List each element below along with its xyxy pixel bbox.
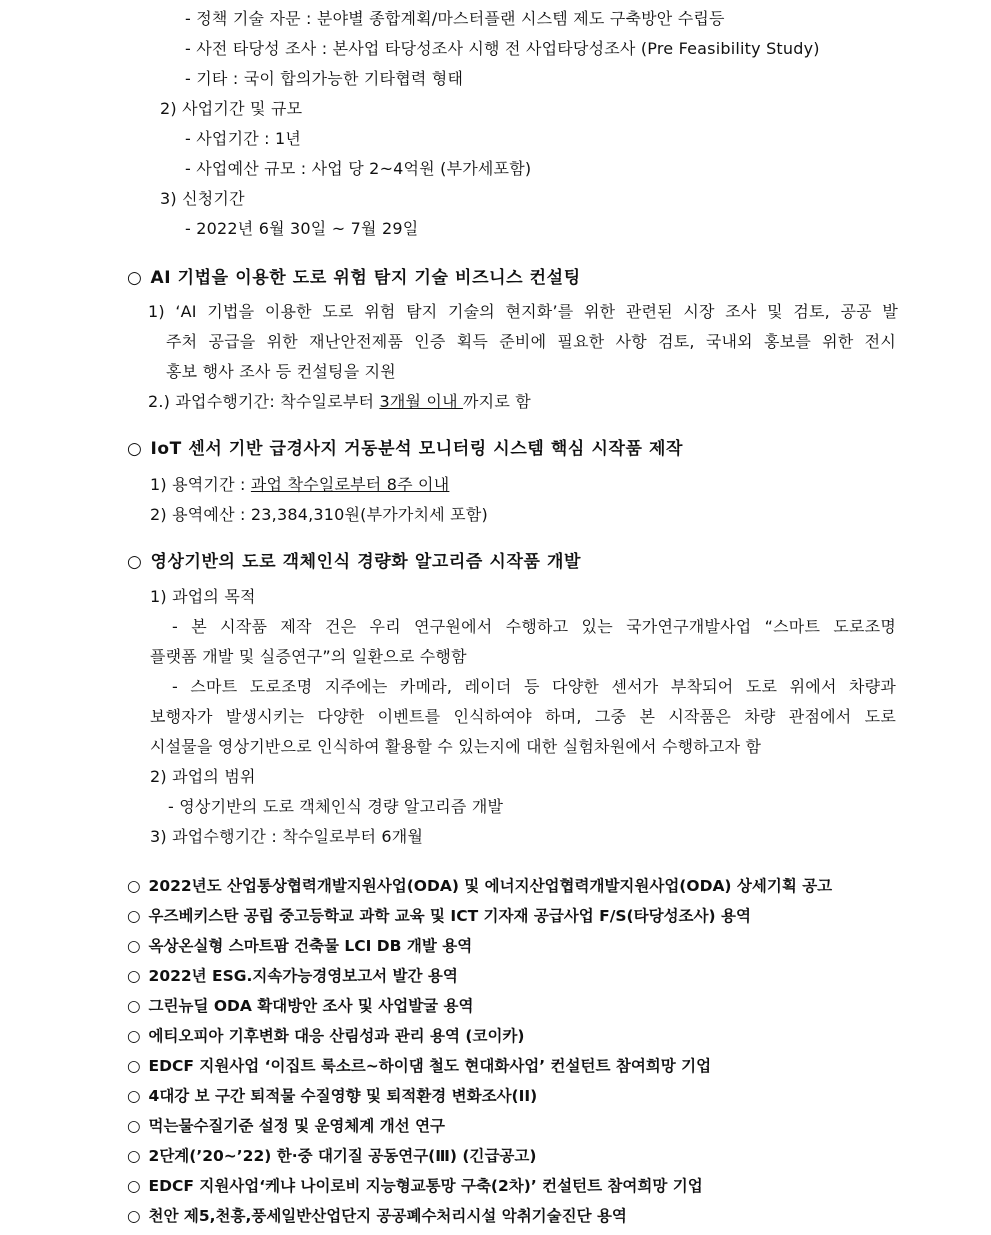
video-section-title-text: 영상기반의 도로 객체인식 경량화 알고리즘 시작품 개발 bbox=[150, 552, 582, 572]
circle-bullet-icon: ○ bbox=[127, 268, 143, 288]
ai-paragraph-line-1: 1) ‘AI 기법을 이용한 도로 위험 탐지 기술의 현지화’를 위한 관련된 시장 조사 및 검토, 공공 발 bbox=[148, 302, 898, 321]
circle-bullet-icon: ○ bbox=[127, 1057, 141, 1075]
pre-feasibility-item: - 사전 타당성 조사 : 본사업 타당성조사 시행 전 사업타당성조사 (Pre Feasibility Study) bbox=[185, 39, 820, 58]
policy-advice-item: - 정책 기술 자문 : 분야별 종합계획/마스터플랜 시스템 제도 구축방안 수립등 bbox=[185, 9, 725, 28]
other-item: - 기타 : 국이 합의가능한 기타협력 형태 bbox=[185, 69, 464, 88]
iot-section-title-text: IoT 센서 기반 급경사지 거동분석 모니터링 시스템 핵심 시작품 제작 bbox=[150, 439, 684, 459]
video-task-period: 3) 과업수행기간 : 착수일로부터 6개월 bbox=[150, 827, 424, 846]
video-section-title bbox=[127, 552, 581, 572]
list-item-label: 4대강 보 구간 퇴적물 수질영향 및 퇴적환경 변화조사(II) bbox=[148, 1087, 538, 1105]
list-item bbox=[127, 1176, 703, 1196]
iot-service-period-value: 과업 착수일로부터 8주 이내 bbox=[250, 475, 450, 494]
ai-paragraph-line-2: 주처 공급을 위한 재난안전제품 인증 획득 준비에 필요한 사항 검토, 국내외 홍보를 위한 전시 bbox=[166, 332, 896, 351]
iot-service-period-label: 1) 용역기간 : bbox=[150, 475, 251, 494]
list-item bbox=[127, 876, 832, 896]
application-period-heading: 3) 신청기간 bbox=[160, 189, 245, 208]
list-item-label: 우즈베키스탄 공립 중고등학교 과학 교육 및 ICT 기자재 공급사업 F/S(타당성조사) 용역 bbox=[148, 907, 751, 925]
circle-bullet-icon: ○ bbox=[127, 552, 143, 572]
video-purpose-line-5: 시설물을 영상기반으로 인식하여 활용할 수 있는지에 대한 실험차원에서 수행하고자 함 bbox=[150, 737, 762, 756]
video-purpose-heading: 1) 과업의 목적 bbox=[150, 587, 256, 606]
video-purpose-line-2: 플랫폼 개발 및 실증연구”의 일환으로 수행함 bbox=[150, 647, 467, 666]
ai-task-period bbox=[148, 392, 531, 412]
iot-service-budget: 2) 용역예산 : 23,384,310원(부가가치세 포함) bbox=[150, 505, 488, 524]
ai-task-period-prefix: 2.) 과업수행기간: 착수일로부터 bbox=[148, 392, 380, 411]
circle-bullet-icon: ○ bbox=[127, 907, 141, 925]
list-item bbox=[127, 1026, 524, 1046]
project-budget-item: - 사업예산 규모 : 사업 당 2~4억원 (부가세포함) bbox=[185, 159, 532, 178]
list-item-label: 먹는물수질기준 설정 및 운영체계 개선 연구 bbox=[148, 1117, 446, 1135]
iot-section-title bbox=[127, 439, 683, 459]
circle-bullet-icon: ○ bbox=[127, 439, 143, 459]
list-item-label: 2022년도 산업통상협력개발지원사업(ODA) 및 에너지산업협력개발지원사업(ODA) 상세기획 공고 bbox=[148, 877, 833, 895]
ai-section-title-text: AI 기법을 이용한 도로 위험 탐지 기술 비즈니스 컨설팅 bbox=[150, 268, 581, 288]
application-period-item: - 2022년 6월 30일 ~ 7월 29일 bbox=[185, 219, 419, 238]
ai-task-period-duration: 3개월 이내 bbox=[379, 392, 464, 411]
circle-bullet-icon: ○ bbox=[127, 1117, 141, 1135]
ai-task-period-suffix: 까지로 함 bbox=[463, 392, 531, 411]
list-item-label: EDCF 지원사업 ‘이집트 룩소르~하이댐 철도 현대화사업’ 컨설턴트 참여희망 기업 bbox=[148, 1057, 712, 1075]
list-item-label: 2022년 ESG.지속가능경영보고서 발간 용역 bbox=[148, 967, 458, 985]
video-scope-heading: 2) 과업의 범위 bbox=[150, 767, 256, 786]
list-item bbox=[127, 1206, 627, 1226]
list-item bbox=[127, 906, 751, 926]
circle-bullet-icon: ○ bbox=[127, 1027, 141, 1045]
list-item bbox=[127, 1056, 711, 1076]
list-item-label: 2단계(’20~’22) 한·중 대기질 공동연구(Ⅲ) (긴급공고) bbox=[148, 1147, 537, 1165]
list-item-label: 그린뉴딜 ODA 확대방안 조사 및 사업발굴 용역 bbox=[148, 997, 474, 1015]
list-item bbox=[127, 936, 472, 956]
project-period-heading: 2) 사업기간 및 규모 bbox=[160, 99, 303, 118]
circle-bullet-icon: ○ bbox=[127, 937, 141, 955]
list-item-label: 에티오피아 기후변화 대응 산림성과 관리 용역 (코이카) bbox=[148, 1027, 525, 1045]
circle-bullet-icon: ○ bbox=[127, 1207, 141, 1225]
circle-bullet-icon: ○ bbox=[127, 997, 141, 1015]
iot-service-period bbox=[150, 475, 449, 495]
list-item bbox=[127, 996, 474, 1016]
video-purpose-line-1: - 본 시작품 제작 건은 우리 연구원에서 수행하고 있는 국가연구개발사업 “스마트 도로조명 bbox=[172, 617, 896, 636]
video-purpose-line-4: 보행자가 발생시키는 다양한 이벤트를 인식하여야 하며, 그중 본 시작품은 차량 관점에서 도로 bbox=[150, 707, 896, 726]
circle-bullet-icon: ○ bbox=[127, 1147, 141, 1165]
list-item bbox=[127, 1086, 537, 1106]
project-period-item: - 사업기간 : 1년 bbox=[185, 129, 302, 148]
ai-paragraph-line-3: 홍보 행사 조사 등 컨설팅을 지원 bbox=[166, 362, 396, 381]
list-item bbox=[127, 966, 458, 986]
circle-bullet-icon: ○ bbox=[127, 967, 141, 985]
list-item bbox=[127, 1116, 445, 1136]
circle-bullet-icon: ○ bbox=[127, 1177, 141, 1195]
list-item-label: 옥상온실형 스마트팜 건축물 LCI DB 개발 용역 bbox=[148, 937, 473, 955]
video-scope-item: - 영상기반의 도로 객체인식 경량 알고리즘 개발 bbox=[168, 797, 504, 816]
list-item-label: 천안 제5,천흥,풍세일반산업단지 공공폐수처리시설 악취기술진단 용역 bbox=[148, 1207, 627, 1225]
list-item-label: EDCF 지원사업‘케냐 나이로비 지능형교통망 구축(2차)’ 컨설턴트 참여희망 기업 bbox=[148, 1177, 703, 1195]
list-item bbox=[127, 1146, 536, 1166]
video-purpose-line-3: - 스마트 도로조명 지주에는 카메라, 레이더 등 다양한 센서가 부착되어 도로 위에서 차량과 bbox=[172, 677, 896, 696]
circle-bullet-icon: ○ bbox=[127, 1087, 141, 1105]
circle-bullet-icon: ○ bbox=[127, 877, 141, 895]
ai-section-title bbox=[127, 268, 581, 288]
